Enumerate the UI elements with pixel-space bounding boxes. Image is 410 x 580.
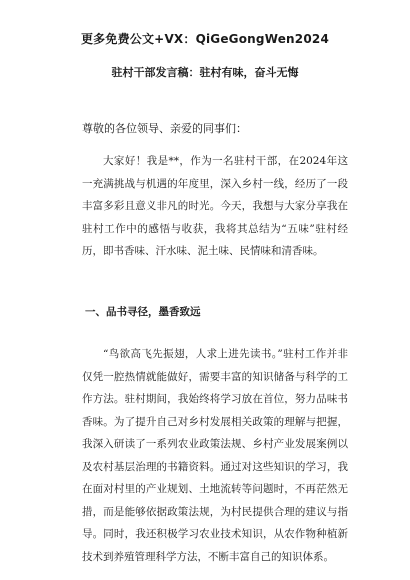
document-title: 驻村干部发言稿：驻村有味，奋斗无悔 (111, 66, 299, 79)
intro-paragraph: 大家好！我是**，作为一名驻村干部，在2024年这一充满挑战与机遇的年度里，深入乡村一线，经历了一段丰富多彩且意义非凡的时光。今天，我想与大家分享我在驻村工作中的感悟与收获，我将其总结为“五味”驻村经历，即书香味、汗水味、泥土味、民情味和清香味。 (82, 155, 348, 257)
salutation: 尊敬的各位领导、亲爱的同事们： (82, 122, 247, 135)
section-paragraph: “鸟欲高飞先振翅，人求上进先读书。”驻村工作并非仅凭一腔热情就能做好，需要丰富的知识储备与科学的工作方法。驻村期间，我始终将学习放在首位，努力品味书香味。为了提升自己对乡村发展相关政策的理解与把握，我深入研读了一系列农业政策法规、乡村产业发展案例以及农村基层治理的书籍资料。通过对这些知识的学习，我在面对村里的产业规划、土地流转等问题时，不再茫然无措，而是能够依据政策法规，为村民提供合理的建议与指导。同时，我还积极学习农业技术知识，从农作物种植新技术到养殖管理科学方法，不断丰富自己的知识体系。 (82, 348, 348, 563)
section-heading: 一、品书寻径，墨香致远 (85, 306, 201, 318)
promo-header: 更多免费公文+VX：QiGeGongWen2024 (80, 32, 329, 46)
